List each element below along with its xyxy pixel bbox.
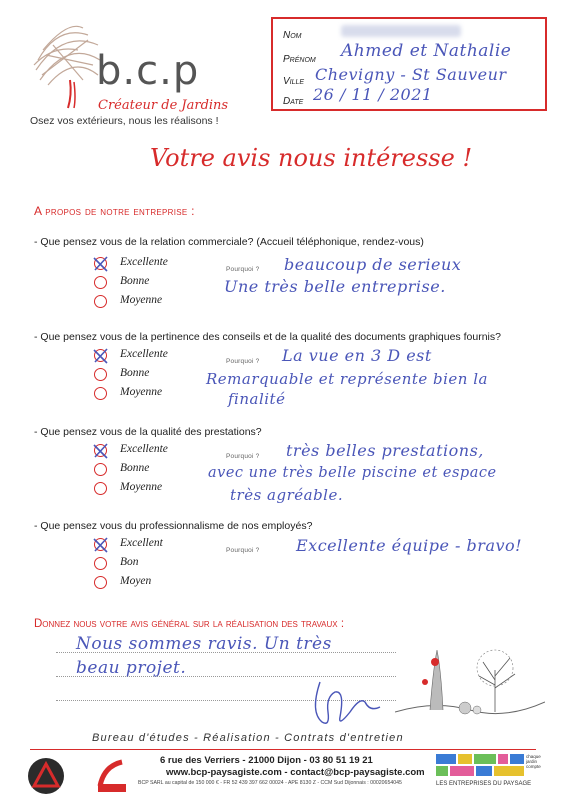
logo-text: b.c.p <box>96 48 200 94</box>
certification-logo-icon <box>94 756 130 794</box>
prenom-label: Prénom <box>283 54 316 65</box>
general-answer-line-2: beau projet. <box>76 658 187 678</box>
date-row <box>283 91 303 109</box>
garden-illustration <box>395 640 545 720</box>
general-answer-line-1: Nous sommes ravis. Un très <box>76 634 332 654</box>
q4-option-3-label: Moyen <box>120 575 152 587</box>
footer-legal: BCP SARL au capital de 150 000 € - FR 52 439 397 662 00024 - APE 8130 Z - CCM Sud Dijonnais : 00020654045 <box>138 780 402 786</box>
date-label: Date <box>283 96 304 107</box>
q1-option-2-radio[interactable] <box>94 276 107 289</box>
q2-option-1-radio[interactable] <box>94 349 107 362</box>
q3-answer-line-1: très belles prestations, <box>286 441 484 460</box>
badge-right-caption: LES ENTREPRISES DU PAYSAGE <box>436 781 532 787</box>
ville-label: Ville <box>283 76 305 87</box>
prenom-value: Ahmed et Nathalie <box>341 41 512 61</box>
tagline: Osez vos extérieurs, nous les réalisons ! <box>30 115 219 127</box>
q4-option-2-label: Bon <box>120 556 139 568</box>
q4-option-2-radio[interactable] <box>94 557 107 570</box>
nom-label: Nom <box>283 30 302 41</box>
prenom-row <box>283 49 316 67</box>
q4-answer-line-1: Excellente équipe - bravo! <box>296 536 523 555</box>
q3-answer-line-3: très agréable. <box>230 486 344 504</box>
nom-value-blurred <box>341 25 461 37</box>
q1-option-1-label: Excellente <box>120 256 168 268</box>
q2-option-3-label: Moyenne <box>120 386 163 398</box>
footer-badge-right <box>436 754 546 794</box>
q3-option-1-radio[interactable] <box>94 444 107 457</box>
color-bars-icon <box>436 754 524 776</box>
q4-option-1-label: Excellent <box>120 537 163 549</box>
q1-option-1-radio[interactable] <box>94 257 107 270</box>
signature <box>300 672 390 732</box>
section-title-general: Donnez nous votre avis général sur la réalisation des travaux : <box>34 618 345 630</box>
q2-answer-line-2: Remarquable et représente bien la <box>206 370 488 388</box>
question-4: - Que pensez vous du professionnalisme de nos employés? <box>34 520 313 532</box>
triangle-logo-icon <box>28 758 64 794</box>
q1-option-3-label: Moyenne <box>120 294 163 306</box>
q1-pourquoi-label: Pourquoi ? <box>226 266 260 273</box>
q3-pourquoi-label: Pourquoi ? <box>226 453 260 460</box>
contact-form-box <box>271 17 547 111</box>
q4-option-3-radio[interactable] <box>94 576 107 589</box>
q1-options <box>92 256 202 314</box>
question-1: - Que pensez vous de la relation commerciale? (Accueil téléphonique, rendez-vous) <box>34 236 424 248</box>
logo-subtitle: Créateur de Jardins <box>98 98 229 113</box>
q2-answer-line-3: finalité <box>228 390 286 408</box>
q2-option-2-radio[interactable] <box>94 368 107 381</box>
q1-option-3-radio[interactable] <box>94 295 107 308</box>
q1-answer-line-1: beaucoup de serieux <box>284 255 462 274</box>
q3-option-3-label: Moyenne <box>120 481 163 493</box>
q2-answer-line-1: La vue en 3 D est <box>282 346 432 365</box>
question-3: - Que pensez vous de la qualité des prestations? <box>34 426 262 438</box>
q4-pourquoi-label: Pourquoi ? <box>226 547 260 554</box>
badge-right-text: chaque jardin compte <box>526 754 541 769</box>
ville-value: Chevigny - St Sauveur <box>315 65 507 84</box>
q3-option-2-radio[interactable] <box>94 463 107 476</box>
check-mark-icon <box>91 535 111 555</box>
footer-badge-left-1 <box>28 758 64 794</box>
q4-options <box>92 537 202 595</box>
logo <box>28 18 238 130</box>
footer-badge-left-2 <box>94 756 130 794</box>
page-title: Votre avis nous intéresse ! <box>150 144 473 172</box>
question-2: - Que pensez vous de la pertinence des conseils et de la qualité des documents graphiques fournis? <box>34 331 501 343</box>
date-value: 26 / 11 / 2021 <box>313 85 433 104</box>
q2-option-2-label: Bonne <box>120 367 150 379</box>
services-line: Bureau d'études - Réalisation - Contrats d'entretien <box>92 732 404 744</box>
section-title-company: A propos de notre entreprise : <box>34 204 195 218</box>
q2-option-1-label: Excellente <box>120 348 168 360</box>
q2-pourquoi-label: Pourquoi ? <box>226 358 260 365</box>
q3-option-3-radio[interactable] <box>94 482 107 495</box>
q3-option-2-label: Bonne <box>120 462 150 474</box>
ville-row <box>283 71 304 89</box>
check-mark-icon <box>91 254 111 274</box>
footer-address: 6 rue des Verriers - 21000 Dijon - 03 80 51 19 21 <box>160 755 373 766</box>
footer-web: www.bcp-paysagiste.com - contact@bcp-paysagiste.com <box>166 767 425 778</box>
check-mark-icon <box>91 346 111 366</box>
q3-answer-line-2: avec une très belle piscine et espace <box>208 465 497 481</box>
q3-option-1-label: Excellente <box>120 443 168 455</box>
q3-options <box>92 443 202 501</box>
q1-answer-line-2: Une très belle entreprise. <box>224 277 446 296</box>
q4-option-1-radio[interactable] <box>94 538 107 551</box>
nom-row <box>283 25 302 43</box>
q1-option-2-label: Bonne <box>120 275 150 287</box>
check-mark-icon <box>91 441 111 461</box>
q2-option-3-radio[interactable] <box>94 387 107 400</box>
q2-options <box>92 348 202 406</box>
footer-divider <box>30 749 536 750</box>
